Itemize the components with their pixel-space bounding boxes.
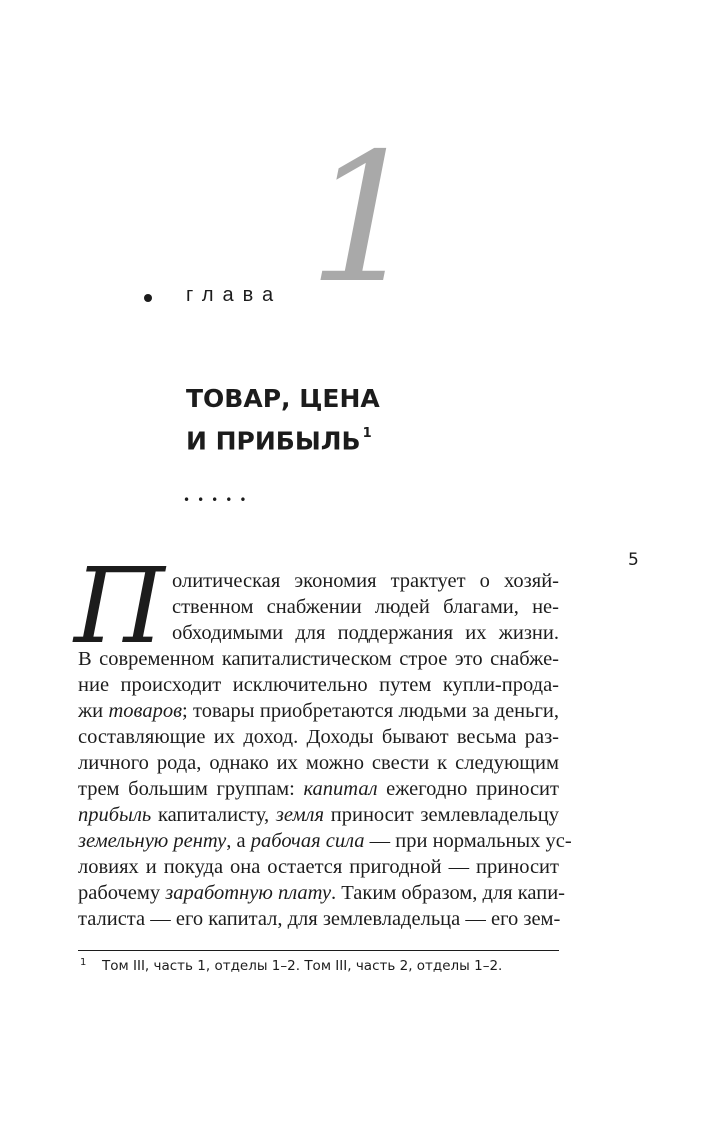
body-line [78,646,559,672]
chapter-label: глава [186,284,283,306]
text-run: рабочему [78,882,166,904]
emphasized-term: земля [275,804,325,826]
text-run: составляющие их доход. Доходы бывают весьма раз- [78,726,559,748]
bullet-marker [144,294,152,302]
text-run: . Таким образом, для капи- [331,882,565,904]
chapter-title-line-2-text: И ПРИБЫЛЬ [186,426,361,456]
body-line [78,750,559,776]
drop-cap: П [74,545,165,667]
page-number: 5 [628,550,639,570]
text-run: личного рода, однако их можно свести к следующим [78,752,559,774]
emphasized-term: товаров [108,700,182,722]
text-run: приносит землевладельцу [324,804,559,826]
text-run: талиста — его капитал, для землевладельца — его зем- [78,908,561,930]
chapter-number: 1 [308,115,418,322]
chapter-title-line-2 [186,418,380,460]
text-run: ние происходит исключительно путем купли-прода- [78,674,559,696]
body-line [78,880,565,906]
text-run: капиталисту, [151,804,276,826]
text-run: В современном капиталистическом строе это снабже- [78,648,559,670]
chapter-title [186,380,380,460]
text-run: , а [226,830,251,852]
text-run: ловиях и покуда она остается пригодной — приносит [78,856,559,878]
text-run: обходимыми для поддержания их жизни. [172,622,559,644]
emphasized-term: заработную плату [165,882,332,904]
body-line [78,802,559,828]
body-line [78,698,559,724]
footnote-divider [78,950,559,951]
emphasized-term: прибыль [78,804,152,826]
text-run: ственном снабжении людей благами, не- [172,596,559,618]
dot-ornament: ••••• [183,493,254,507]
body-line [78,672,559,698]
body-line [78,724,559,750]
emphasized-term: земельную ренту [78,830,227,852]
emphasized-term: капитал [303,778,378,800]
chapter-title-line-1: ТОВАР, ЦЕНА [186,384,380,413]
text-run: олитическая экономия трактует о хозяй- [172,570,559,592]
body-line [78,776,559,802]
text-run: — при нормальных ус- [364,830,572,852]
body-line [172,620,559,646]
emphasized-term: рабочая сила [250,830,365,852]
body-line [78,906,559,932]
text-run: трем большим группам: [78,778,304,800]
body-line [172,594,559,620]
body-line [78,828,572,854]
body-line [172,568,559,594]
footnote-text: Том III, часть 1, отделы 1–2. Том III, часть 2, отделы 1–2. [102,958,503,974]
footnote-mark: 1 [80,957,87,968]
text-run: жи [78,700,109,722]
text-run: ежегодно приносит [377,778,559,800]
footnote-reference[interactable]: 1 [362,426,372,441]
text-run: ; товары приобретаются людьми за деньги, [181,700,559,722]
body-line [78,854,559,880]
